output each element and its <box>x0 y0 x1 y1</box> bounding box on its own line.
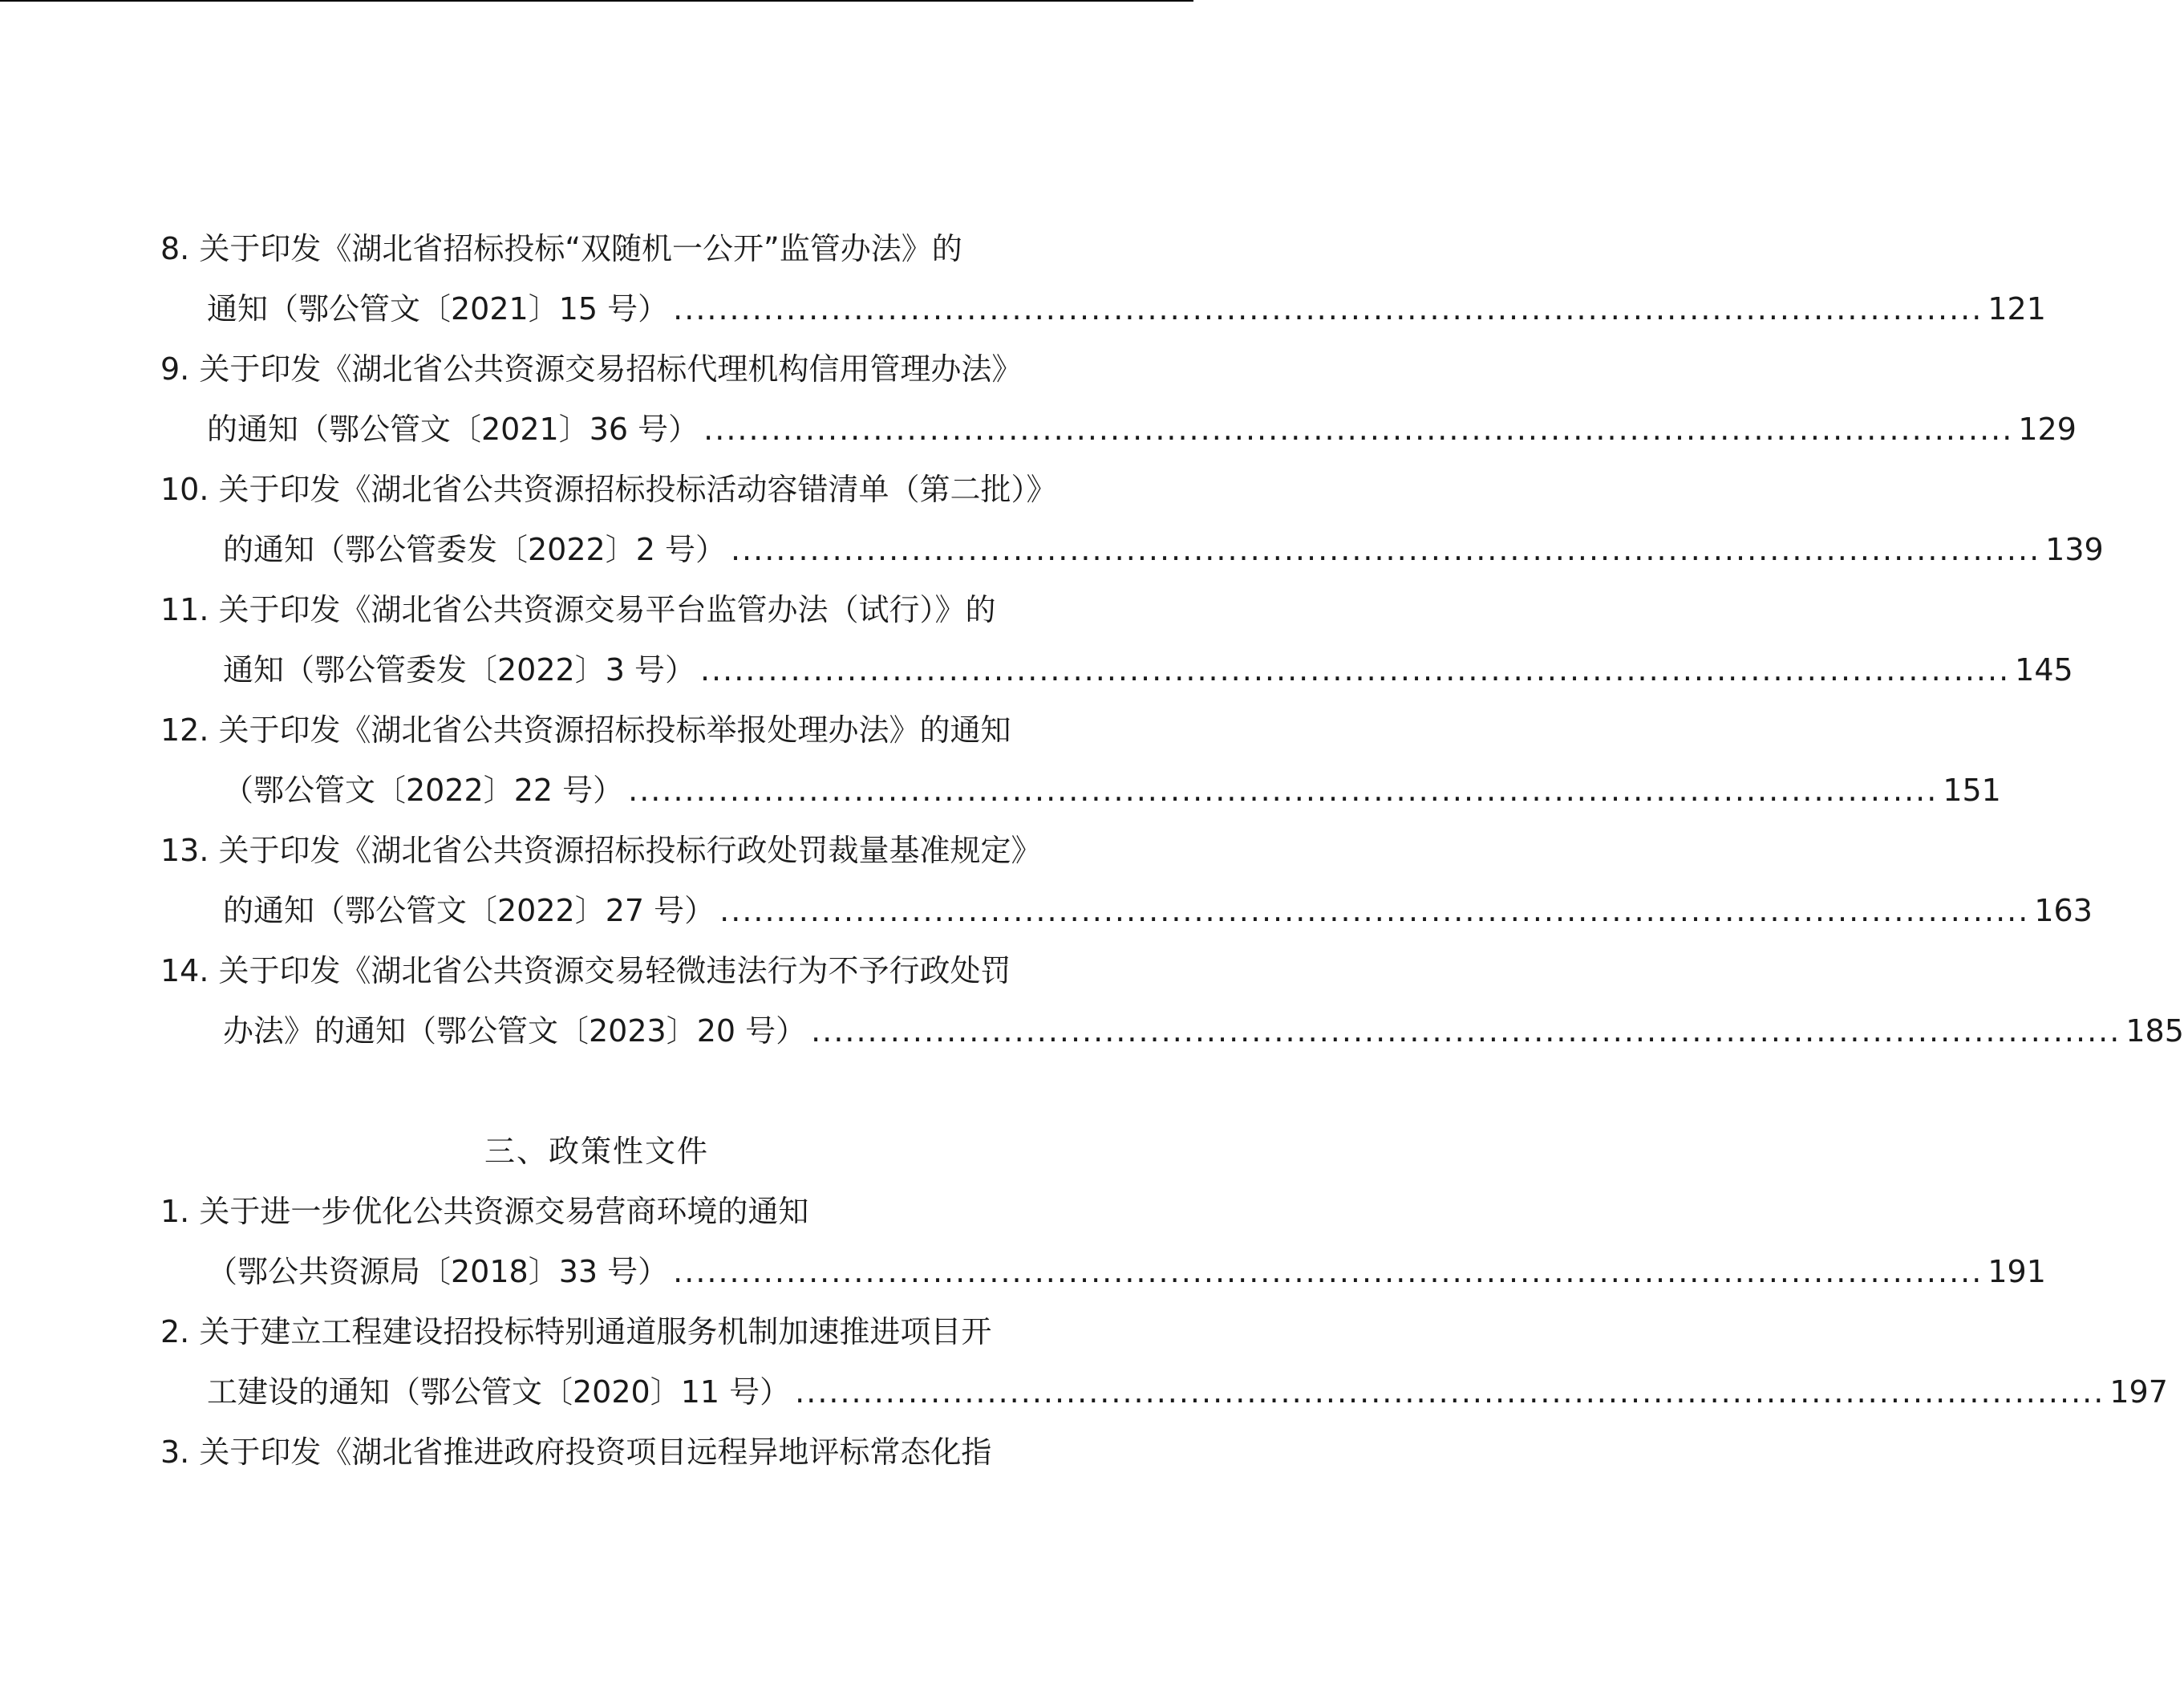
toc-entry-title: 2. 关于建立工程建设招投标特别通道服务机制加速推进项目开 <box>160 1314 992 1349</box>
leader-dots: .................................................................................................................... <box>673 1254 1983 1289</box>
toc-entry-title: 11. 关于印发《湖北省公共资源交易平台监管办法（试行）》的 <box>160 592 996 627</box>
toc-entry-ref: 的通知（鄂公管委发〔2022〕2 号） <box>223 532 726 567</box>
toc-entry-ref: 办法》的通知（鄂公管文〔2023〕20 号） <box>223 1013 807 1049</box>
leader-dots: .................................................................................................................... <box>719 893 2030 928</box>
leader-dots: .................................................................................................................... <box>795 1374 2105 1410</box>
toc-entry-12-ref[interactable] <box>223 766 2001 814</box>
toc-entry-ref: （鄂公共资源局〔2018〕33 号） <box>207 1254 669 1289</box>
leader-dots: .................................................................................................................... <box>730 532 2041 567</box>
leader-dots: .................................................................................................................... <box>703 412 2014 447</box>
toc-entry-title: 12. 关于印发《湖北省公共资源招标投标举报处理办法》的通知 <box>160 712 1011 748</box>
toc-entry-title: 9. 关于印发《湖北省公共资源交易招标代理机构信用管理办法》 <box>160 351 1023 387</box>
leader-dots: .................................................................................................................... <box>673 291 1983 327</box>
toc-entry-ref: 通知（鄂公管文〔2021〕15 号） <box>207 291 669 327</box>
toc-page-number: 185 <box>2125 1013 2184 1049</box>
toc-entry-9-ref[interactable] <box>207 405 2077 453</box>
toc-entry-10-title <box>160 465 1057 513</box>
toc-entry-14-title <box>160 947 1051 995</box>
toc-entry-13-ref[interactable] <box>223 887 2093 935</box>
toc-entry-14-ref[interactable] <box>223 1007 2184 1055</box>
toc-entry-title: 13. 关于印发《湖北省公共资源招标投标行政处罚裁量基准规定》 <box>160 833 1042 868</box>
section-heading: 三、政策性文件 <box>484 1134 709 1169</box>
leader-dots: .................................................................................................................... <box>628 773 1939 808</box>
toc-entry-3-3-title <box>160 1428 1051 1476</box>
toc-entry-ref: （鄂公管文〔2022〕22 号） <box>223 773 624 808</box>
toc-entry-3-1-title <box>160 1187 1051 1236</box>
toc-page-number: 151 <box>1943 773 2001 808</box>
toc-entry-13-title <box>160 826 1051 874</box>
toc-entry-ref: 的通知（鄂公管文〔2021〕36 号） <box>207 412 699 447</box>
toc-entry-11-title <box>160 586 1051 634</box>
toc-page-number: 163 <box>2034 893 2093 928</box>
toc-entry-title: 14. 关于印发《湖北省公共资源交易轻微违法行为不予行政处罚 <box>160 953 1011 988</box>
toc-page-number: 197 <box>2109 1374 2168 1410</box>
toc-entry-3-2-ref[interactable] <box>207 1368 2168 1416</box>
leader-dots: .................................................................................................................... <box>699 652 2011 688</box>
toc-page-number: 191 <box>1987 1254 2046 1289</box>
toc-entry-10-ref[interactable] <box>223 525 2104 574</box>
toc-entry-8-ref[interactable] <box>207 285 2046 333</box>
toc-page-number: 139 <box>2045 532 2104 567</box>
toc-entry-9-title <box>160 345 1051 393</box>
toc-page-number: 129 <box>2018 412 2077 447</box>
toc-entry-title: 8. 关于印发《湖北省招标投标“双随机一公开”监管办法》的 <box>160 231 962 266</box>
toc-entry-12-title <box>160 706 1051 754</box>
toc-entry-3-2-title <box>160 1308 1051 1356</box>
leader-dots: .................................................................................................................... <box>811 1013 2121 1049</box>
toc-entry-ref: 工建设的通知（鄂公管文〔2020〕11 号） <box>207 1374 791 1410</box>
toc-entry-title: 3. 关于印发《湖北省推进政府投资项目远程异地评标常态化指 <box>160 1434 992 1470</box>
toc-entry-ref: 的通知（鄂公管文〔2022〕27 号） <box>223 893 715 928</box>
toc-page-number: 121 <box>1987 291 2046 327</box>
toc-entry-8-title <box>160 225 1051 273</box>
toc-page-number: 145 <box>2015 652 2073 688</box>
toc-entry-3-1-ref[interactable] <box>207 1248 2046 1296</box>
toc-entry-ref: 通知（鄂公管委发〔2022〕3 号） <box>223 652 695 688</box>
toc-entry-title: 1. 关于进一步优化公共资源交易营商环境的通知 <box>160 1194 809 1229</box>
toc-entry-11-ref[interactable] <box>223 646 2073 694</box>
toc-entry-title: 10. 关于印发《湖北省公共资源招标投标活动容错清单（第二批）》 <box>160 472 1057 507</box>
